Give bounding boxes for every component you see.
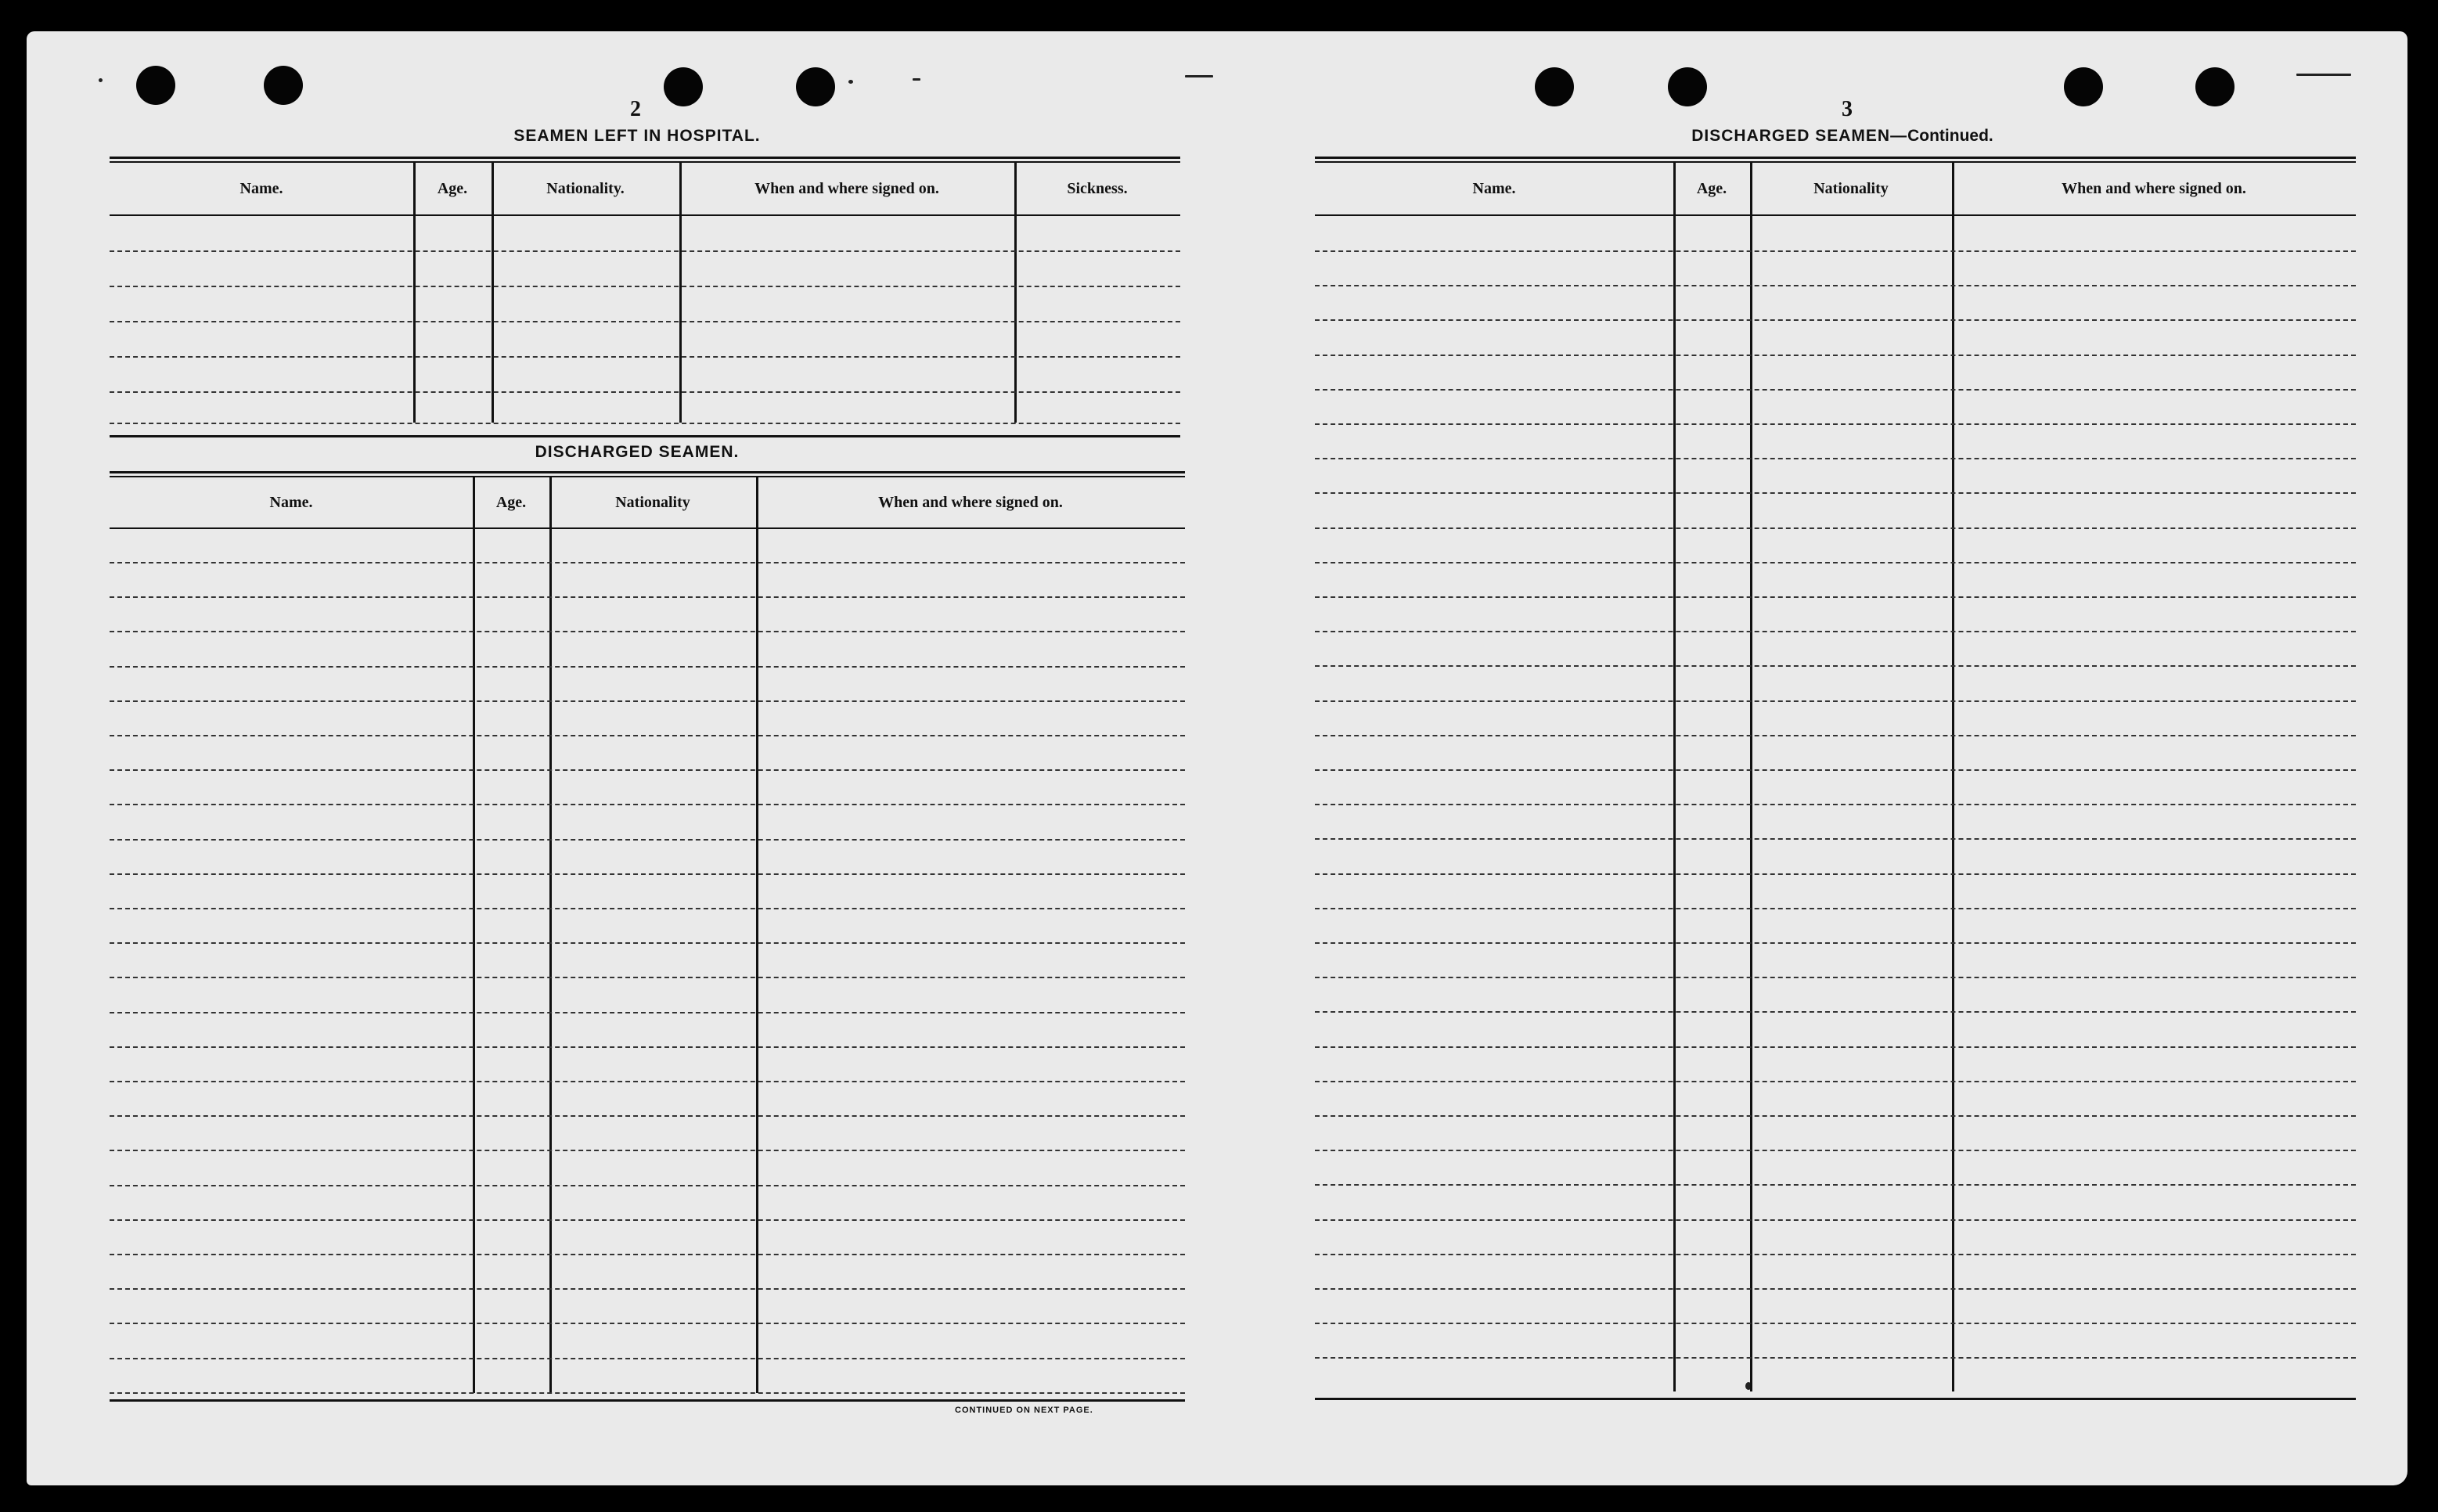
left-page [27,31,1201,1485]
discharged-continued-table [1315,157,2356,1440]
entry-line [1315,1150,2356,1151]
entry-line [1315,596,2356,598]
entry-line [1315,527,2356,529]
entry-line [1315,1323,2356,1324]
column-header-age: Age. [1696,179,1727,197]
table-header [110,163,1180,216]
entry-line [1315,250,2356,252]
column-divider [473,477,475,1393]
entry-line [1315,423,2356,425]
entry-line [110,1150,1185,1151]
entry-line [1315,665,2356,667]
entry-line [110,321,1180,322]
section-title-suffix: Continued. [1907,127,1993,145]
table-top-rule [1315,157,2356,163]
section-title-hospital: SEAMEN LEFT IN HOSPITAL. [513,127,761,145]
column-divider [549,477,552,1393]
section-title-discharged-continued [1498,127,2187,146]
table-header [110,477,1185,529]
entry-line [1315,1357,2356,1359]
entry-line [1315,1011,2356,1013]
column-header-signed-on: When and where signed on. [878,493,1063,511]
entry-line [1315,873,2356,875]
entry-line [110,631,1185,632]
entry-line [110,942,1185,944]
entry-line [110,1392,1185,1394]
entry-line [1315,1184,2356,1186]
entry-line [110,596,1185,598]
discharged-table [110,471,1185,1442]
entry-line [1315,804,2356,805]
entry-line [110,839,1185,841]
column-divider [1750,163,1752,1391]
column-divider [1952,163,1954,1391]
column-header-age: Age. [495,493,527,511]
entry-line [110,735,1185,736]
column-header-sickness: Sickness. [1067,179,1128,197]
entry-line [110,804,1185,805]
entry-line [110,1323,1185,1324]
column-header-age: Age. [437,179,468,197]
column-divider [679,163,682,423]
entry-line [1315,838,2356,840]
column-header-name: Name. [269,493,313,511]
column-header-nationality: Nationality [1813,179,1889,197]
entry-line [1315,319,2356,321]
entry-line [110,250,1180,252]
entry-line [110,873,1185,875]
form-sheet [27,31,2407,1485]
entry-line [1315,562,2356,563]
entry-line [110,423,1180,424]
page-number: 3 [1842,97,1853,121]
entry-line [1315,1219,2356,1221]
entry-line [1315,1115,2356,1117]
table-top-rule [110,471,1185,477]
column-divider [413,163,416,423]
entry-line [1315,631,2356,632]
entry-line [1315,700,2356,702]
entry-line [1315,908,2356,909]
section-title-main: DISCHARGED SEAMEN— [1691,127,1908,145]
entry-line [110,286,1180,287]
column-header-nationality: Nationality. [546,179,625,197]
entry-line [110,1288,1185,1290]
entry-line [1315,735,2356,736]
entry-line [110,1254,1185,1255]
entry-line [1315,458,2356,459]
entry-line [110,356,1180,358]
hospital-table [110,157,1180,470]
entry-line [110,1115,1185,1117]
entry-line [1315,1288,2356,1290]
entry-line [1315,1081,2356,1082]
table-bottom-rule [110,435,1180,437]
entry-line [110,977,1185,978]
page-number: 2 [630,97,641,121]
entry-line [110,1219,1185,1221]
entry-line [110,908,1185,909]
entry-line [110,769,1185,771]
entry-line [1315,1046,2356,1048]
entry-line [1315,389,2356,391]
entry-line [1315,1254,2356,1255]
entry-line [1315,977,2356,978]
column-divider [756,477,758,1393]
entry-line [110,1046,1185,1048]
column-divider [1673,163,1676,1391]
entry-line [110,1358,1185,1359]
entry-line [1315,769,2356,771]
entry-line [110,666,1185,668]
table-bottom-rule [110,1399,1185,1402]
column-header-signed-on: When and where signed on. [2062,179,2246,197]
entry-line [1315,492,2356,494]
table-header [1315,163,2356,216]
right-page [1216,31,2407,1485]
column-divider [492,163,494,423]
table-top-rule [110,157,1180,163]
entry-line [110,1081,1185,1082]
entry-line [1315,355,2356,356]
column-header-signed-on: When and where signed on. [754,179,939,197]
column-divider [1014,163,1017,423]
column-header-name: Name. [239,179,283,197]
column-header-nationality: Nationality [615,493,690,511]
entry-line [110,1185,1185,1186]
table-bottom-rule [1315,1398,2356,1400]
section-title-discharged: DISCHARGED SEAMEN. [535,443,740,461]
entry-line [110,1012,1185,1013]
entry-line [1315,285,2356,286]
column-header-name: Name. [1472,179,1516,197]
entry-line [110,700,1185,702]
footer-note: CONTINUED ON NEXT PAGE. [955,1406,1093,1415]
entry-line [110,391,1180,393]
entry-line [110,562,1185,563]
entry-line [1315,942,2356,944]
